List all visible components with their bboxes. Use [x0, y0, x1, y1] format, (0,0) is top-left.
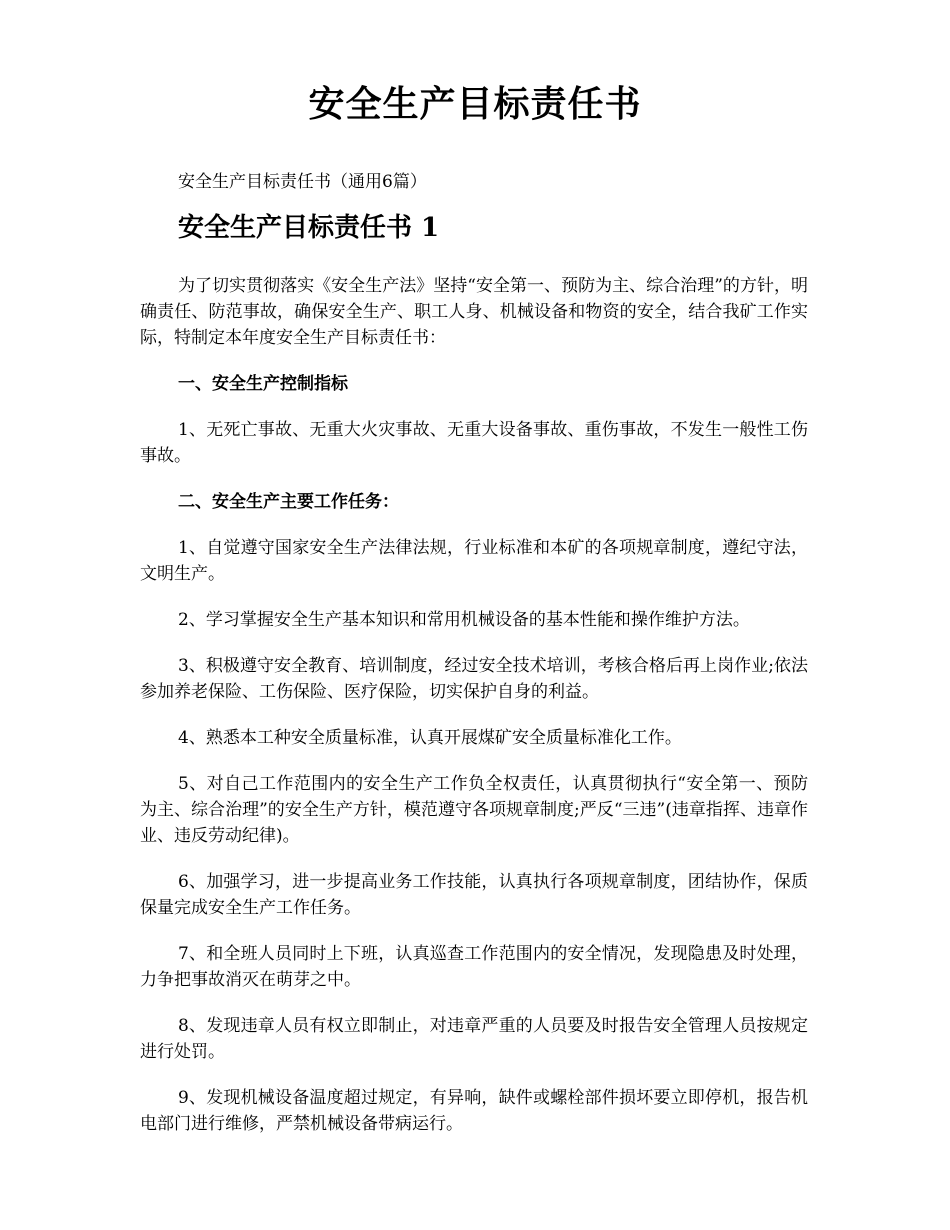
heading-main-tasks: 二、安全生产主要工作任务：: [178, 492, 399, 512]
task-item-1: 1、自觉遵守国家安全生产法律法规，行业标准和本矿的各项规章制度，遵纪守法，文明生产。: [140, 538, 808, 584]
task-item-7: 7、和全班人员同时上下班，认真巡查工作范围内的安全情况，发现隐患及时处理，力争把事故消灭在萌芽之中。: [140, 944, 808, 990]
control-target-item: 1、无死亡事故、无重大火灾事故、无重大设备事故、重伤事故，不发生一般性工伤事故。: [140, 420, 808, 466]
task-item-9: 9、发现机械设备温度超过规定，有异响，缺件或螺栓部件损坏要立即停机，报告机电部门进行维修，严禁机械设备带病运行。: [140, 1088, 808, 1134]
heading-control-targets: 一、安全生产控制指标: [178, 374, 348, 394]
task-item-8: 8、发现违章人员有权立即制止，对违章严重的人员要及时报告安全管理人员按规定进行处罚。: [140, 1016, 808, 1062]
section-title: 安全生产目标责任书 1: [178, 213, 440, 243]
task-item-3: 3、积极遵守安全教育、培训制度，经过安全技术培训，考核合格后再上岗作业;依法参加养老保险、工伤保险、医疗保险，切实保护自身的利益。: [140, 656, 808, 702]
document-title: 安全生产目标责任书: [308, 83, 642, 125]
intro-paragraph: 为了切实贯彻落实《安全生产法》坚持“安全第一、预防为主、综合治理”的方针，明确责任、防范事故，确保安全生产、职工人身、机械设备和物资的安全，结合我矿工作实际，特制定本年度安全生产目标责任书：: [140, 276, 808, 348]
task-item-2: 2、学习掌握安全生产基本知识和常用机械设备的基本性能和操作维护方法。: [178, 610, 750, 630]
document-body: [140, 273, 808, 1157]
task-item-4: 4、熟悉本工种安全质量标准，认真开展煤矿安全质量标准化工作。: [178, 728, 682, 748]
task-item-5: 5、对自己工作范围内的安全生产工作负全权责任，认真贯彻执行“安全第一、预防为主、综合治理”的安全生产方针，模范遵守各项规章制度;严反“三违”(违章指挥、违章作业、违反劳动纪律)。: [140, 774, 808, 846]
task-item-6: 6、加强学习，进一步提高业务工作技能，认真执行各项规章制度，团结协作，保质保量完成安全生产工作任务。: [140, 872, 808, 918]
document-subtitle: 安全生产目标责任书（通用6篇）: [178, 172, 427, 192]
